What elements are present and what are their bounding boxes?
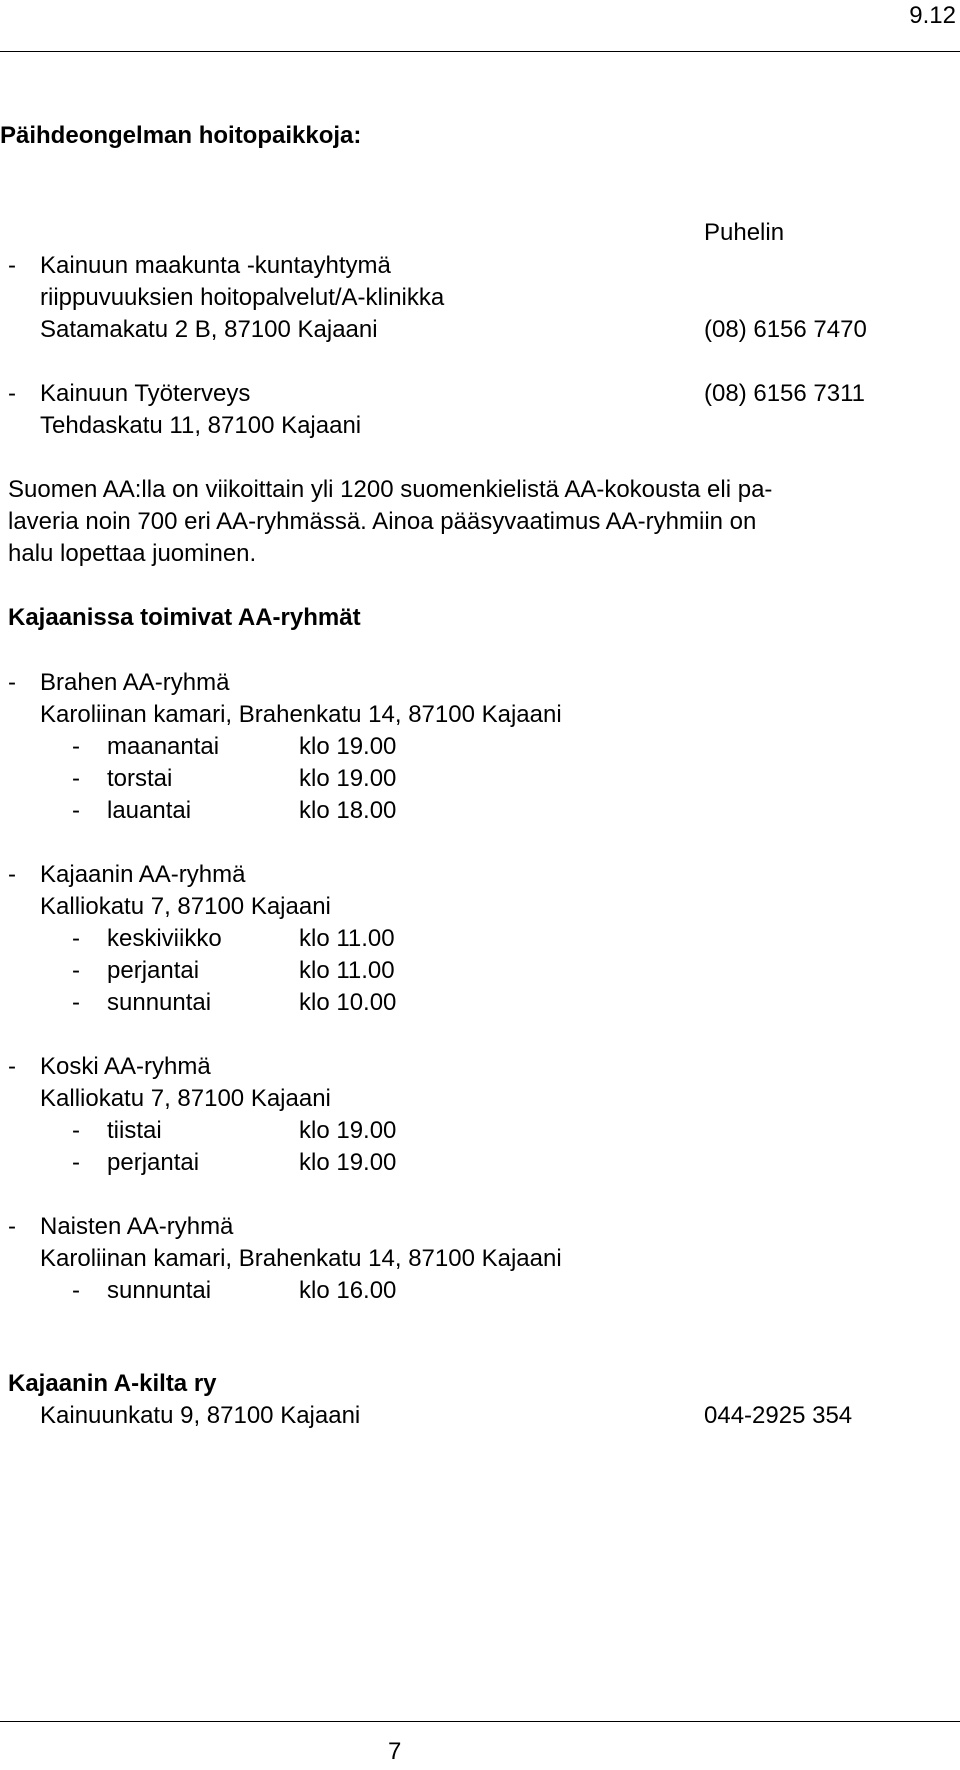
place-address: Tehdaskatu 11, 87100 Kajaani bbox=[40, 412, 362, 439]
schedule-dash: - bbox=[72, 1149, 80, 1176]
schedule-day: maanantai bbox=[107, 733, 220, 760]
place-name: Kainuun Työterveys bbox=[40, 380, 251, 407]
schedule-time: klo 19.00 bbox=[299, 733, 397, 760]
group-name: Brahen AA-ryhmä bbox=[40, 669, 230, 696]
groups-heading: Kajaanissa toimivat AA-ryhmät bbox=[8, 604, 361, 631]
schedule-dash: - bbox=[72, 1117, 80, 1144]
place-dash: - bbox=[8, 252, 16, 279]
schedule-time: klo 16.00 bbox=[299, 1277, 397, 1304]
schedule-day: tiistai bbox=[107, 1117, 162, 1144]
schedule-dash: - bbox=[72, 765, 80, 792]
schedule-day: keskiviikko bbox=[107, 925, 222, 952]
group-name: Naisten AA-ryhmä bbox=[40, 1213, 234, 1240]
group-name: Koski AA-ryhmä bbox=[40, 1053, 211, 1080]
aa-paragraph-line: halu lopettaa juominen. bbox=[8, 540, 257, 567]
group-dash: - bbox=[8, 861, 16, 888]
page-number: 7 bbox=[388, 1738, 402, 1765]
schedule-time: klo 19.00 bbox=[299, 1117, 397, 1144]
schedule-dash: - bbox=[72, 989, 80, 1016]
schedule-time: klo 19.00 bbox=[299, 1149, 397, 1176]
place-phone: (08) 6156 7311 bbox=[704, 380, 866, 407]
akilta-address: Kainuunkatu 9, 87100 Kajaani bbox=[40, 1402, 361, 1429]
schedule-time: klo 18.00 bbox=[299, 797, 397, 824]
schedule-dash: - bbox=[72, 957, 80, 984]
schedule-day: perjantai bbox=[107, 957, 200, 984]
group-name: Kajaanin AA-ryhmä bbox=[40, 861, 246, 888]
schedule-dash: - bbox=[72, 797, 80, 824]
page-title: Päihdeongelman hoitopaikkoja: bbox=[0, 122, 362, 149]
group-dash: - bbox=[8, 1213, 16, 1240]
schedule-dash: - bbox=[72, 1277, 80, 1304]
akilta-name: Kajaanin A-kilta ry bbox=[8, 1370, 217, 1397]
place-dash: - bbox=[8, 380, 16, 407]
aa-paragraph-line: Suomen AA:lla on viikoittain yli 1200 suomenkielistä AA-kokousta eli pa- bbox=[8, 476, 773, 503]
place-description: riippuvuuksien hoitopalvelut/A-klinikka bbox=[40, 284, 445, 311]
schedule-day: lauantai bbox=[107, 797, 192, 824]
group-address: Karoliinan kamari, Brahenkatu 14, 87100 Kajaani bbox=[40, 701, 562, 728]
aa-paragraph-line: laveria noin 700 eri AA-ryhmässä. Ainoa pääsyvaatimus AA-ryhmiin on bbox=[8, 508, 757, 535]
schedule-time: klo 10.00 bbox=[299, 989, 397, 1016]
group-dash: - bbox=[8, 1053, 16, 1080]
group-address: Karoliinan kamari, Brahenkatu 14, 87100 Kajaani bbox=[40, 1245, 562, 1272]
group-dash: - bbox=[8, 669, 16, 696]
schedule-day: perjantai bbox=[107, 1149, 200, 1176]
schedule-day: sunnuntai bbox=[107, 989, 212, 1016]
schedule-dash: - bbox=[72, 733, 80, 760]
group-address: Kalliokatu 7, 87100 Kajaani bbox=[40, 1085, 331, 1112]
schedule-day: sunnuntai bbox=[107, 1277, 212, 1304]
place-name: Kainuun maakunta -kuntayhtymä bbox=[40, 252, 391, 279]
section-code: 9.12 bbox=[909, 2, 956, 29]
header-rule bbox=[0, 51, 960, 52]
akilta-phone: 044-2925 354 bbox=[704, 1402, 853, 1429]
phone-column-header: Puhelin bbox=[704, 219, 785, 246]
place-address: Satamakatu 2 B, 87100 Kajaani bbox=[40, 316, 378, 343]
place-phone: (08) 6156 7470 bbox=[704, 316, 867, 343]
schedule-day: torstai bbox=[107, 765, 173, 792]
schedule-time: klo 19.00 bbox=[299, 765, 397, 792]
schedule-time: klo 11.00 bbox=[299, 957, 395, 984]
schedule-dash: - bbox=[72, 925, 80, 952]
footer-rule bbox=[0, 1721, 960, 1722]
schedule-time: klo 11.00 bbox=[299, 925, 395, 952]
group-address: Kalliokatu 7, 87100 Kajaani bbox=[40, 893, 331, 920]
